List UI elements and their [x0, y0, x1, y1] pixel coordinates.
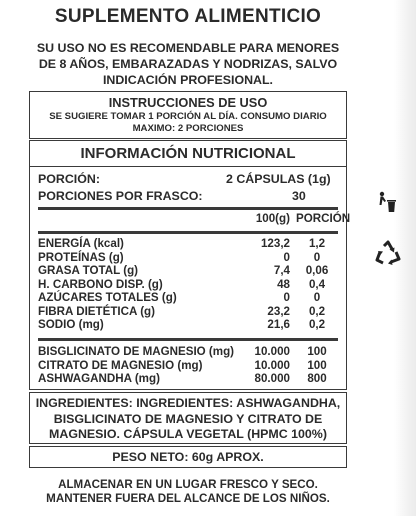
nutrient-name: FIBRA DIETÉTICA (g)	[38, 304, 155, 318]
instructions-box	[29, 91, 347, 139]
nutrient-portion: 0,2	[308, 304, 326, 318]
instructions-line: SE SUGIERE TOMAR 1 PORCIÓN AL DÍA. CONSUMO DIARIO	[49, 111, 327, 122]
nutrient-name: ENERGÍA (kcal)	[38, 237, 124, 250]
label-title: SUPLEMENTO ALIMENTICIO	[54, 6, 322, 27]
net-weight-box	[29, 446, 347, 468]
nutrient-per100: 23,2	[267, 304, 290, 318]
servings-per-container-label: PORCIONES POR FRASCO:	[38, 189, 203, 203]
active-per100: 80.000	[254, 372, 290, 385]
nutrient-name: GRASA TOTAL (g)	[38, 264, 139, 277]
storage-instructions	[27, 478, 349, 506]
table-divider	[38, 338, 338, 341]
storage-line: MANTENER FUERA DEL ALCANCE DE LOS NIÑOS.	[46, 492, 330, 505]
serving-size-value: 2 CÁPSULAS (1g)	[226, 172, 331, 186]
nutrient-portion: 0,4	[308, 277, 326, 291]
active-per100: 10.000	[254, 358, 290, 372]
active-portion: 100	[307, 345, 327, 358]
active-name: BISGLICINATO DE MAGNESIO (mg)	[38, 345, 235, 358]
ingredients-line: INGREDIENTES: INGREDIENTES: ASHWAGANDHA,	[35, 396, 341, 410]
active-portion: 800	[307, 372, 327, 385]
nutrient-name: SODIO (mg)	[38, 318, 104, 331]
nutrient-portion: 0,06	[305, 264, 329, 277]
net-weight: PESO NETO: 60g APROX.	[112, 450, 264, 464]
active-name: ASHWAGANDHA (mg)	[38, 372, 160, 385]
trash-bin-person-icon	[378, 191, 398, 215]
storage-line: ALMACENAR EN UN LUGAR FRESCO Y SECO.	[58, 478, 318, 491]
supplement-label	[27, 0, 349, 516]
nutrient-per100: 0	[283, 250, 290, 264]
nutrition-title: INFORMACIÓN NUTRICIONAL	[80, 145, 296, 162]
recycle-icon	[374, 240, 402, 268]
nutrient-per100: 48	[277, 277, 290, 291]
nutrient-portion: 0	[313, 291, 321, 304]
ingredients-line: BISGLICINATO DE MAGNESIO Y CITRATO DE	[53, 411, 323, 426]
warning-line: SU USO NO ES RECOMENDABLE PARA MENORES	[36, 41, 340, 55]
nutrient-name: H. CARBONO DISP. (g)	[38, 277, 163, 291]
table-divider	[38, 231, 338, 234]
column-header-100g: 100(g)	[255, 212, 290, 225]
nutrient-portion: 1,2	[308, 237, 326, 250]
nutrition-table	[29, 166, 351, 390]
nutrient-per100: 21,6	[267, 318, 290, 331]
instructions-text	[30, 111, 346, 135]
nutrient-per100: 7,4	[273, 264, 290, 277]
serving-size-label: PORCIÓN:	[38, 172, 100, 186]
active-per100: 10.000	[254, 345, 290, 358]
ingredients-text	[30, 396, 346, 443]
warning-line: INDICACIÓN PROFESIONAL.	[102, 73, 274, 87]
instructions-title: INSTRUCCIONES DE USO	[108, 95, 268, 110]
nutrient-name: PROTEÍNAS (g)	[38, 250, 124, 264]
warning-line: DE 8 AÑOS, EMBARAZADAS Y NODRIZAS, SALVO	[38, 57, 338, 71]
nutrient-name: AZÚCARES TOTALES (g)	[38, 291, 177, 304]
ingredients-box	[29, 392, 347, 444]
table-divider	[38, 207, 338, 210]
nutrition-title-box	[29, 140, 347, 167]
usage-warning	[33, 40, 343, 88]
active-name: CITRATO DE MAGNESIO (mg)	[38, 358, 203, 372]
nutrient-per100: 123,2	[260, 237, 290, 250]
ingredients-line: MAGNESIO. CÁPSULA VEGETAL (HPMC 100%)	[49, 427, 327, 441]
nutrient-per100: 0	[283, 291, 290, 304]
active-portion: 100	[307, 358, 327, 372]
nutrient-portion: 0	[313, 250, 321, 264]
column-header-portion: PORCIÓN	[296, 212, 351, 225]
servings-per-container-value: 30	[292, 189, 306, 203]
nutrient-portion: 0,2	[308, 318, 326, 331]
instructions-line: MAXIMO: 2 PORCIONES	[132, 123, 244, 134]
